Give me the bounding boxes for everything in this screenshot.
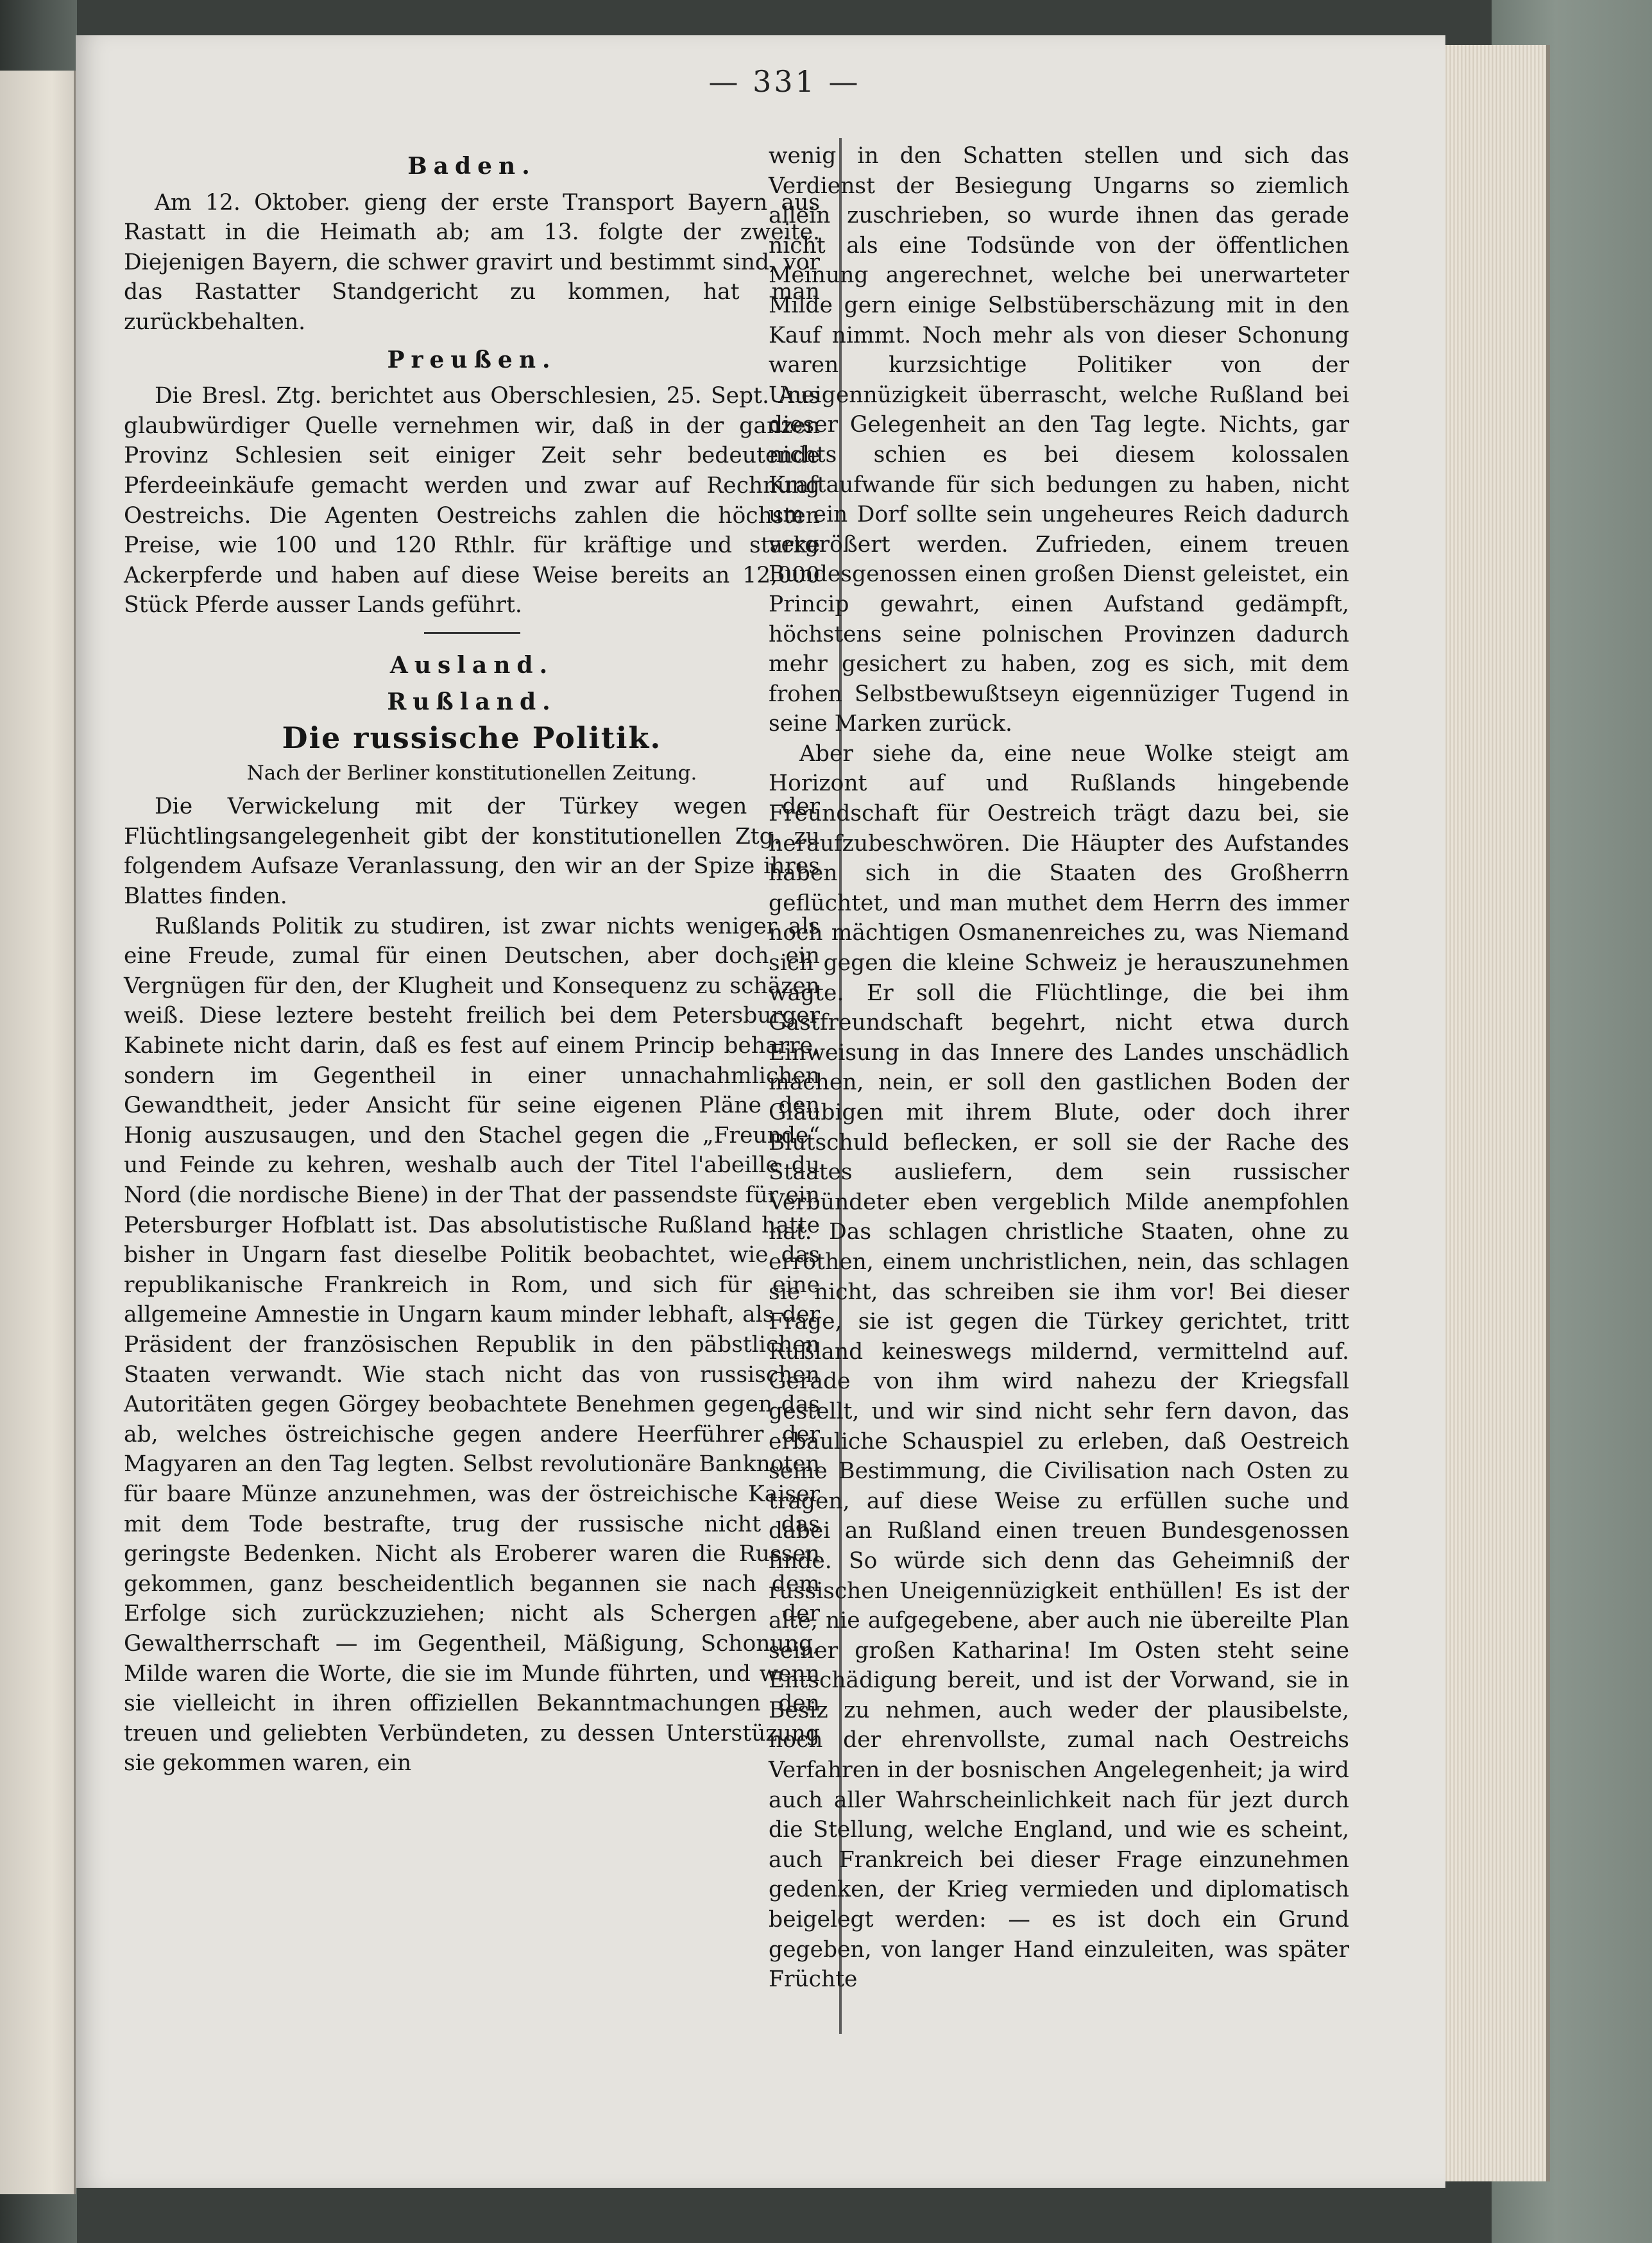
newspaper-page <box>76 35 1445 2188</box>
article-paragraph: wenig in den Schatten stellen und sich das Verdienst der Besiegung Ungarns so ziemlich allein zuschrieben, so wurde ihnen das gerade nicht als eine Todsünde von der öffentlichen Meinung angerechnet, welche bei unerwarteter Milde gern einige Selbstüberschäzung mit in den Kauf nimmt. Noch mehr als von dieser Schonung waren kurzsichtige Politiker von der Uneigennüzigkeit überrascht, welche Rußland bei dieser Gelegenheit an den Tag legte. Nichts, gar nichts schien es bei diesem kolossalen Kraftaufwande für sich bedungen zu haben, nicht um ein Dorf sollte sein ungeheures Reich dadurch vergrößert werden. Zufrieden, einem treuen Bundesgenossen einen großen Dienst geleistet, ein Princip gewahrt, einen Aufstand gedämpft, höchstens seine polnischen Provinzen dadurch mehr gesichert zu haben, zog es sich, mit dem frohen Selbstbewußtseyn eigennüziger Tugend in seine Marken zurück. <box>769 143 1349 737</box>
article-title: Die russische Politik. <box>282 721 662 756</box>
article-source: Nach der Berliner konstitutionellen Zeitung. <box>246 761 697 785</box>
section-heading-ausland: Ausland. <box>389 651 554 679</box>
section-heading-baden: Baden. <box>407 153 536 180</box>
page-stack-edges <box>1443 45 1550 2181</box>
facing-page-edge <box>0 71 76 2194</box>
right-column <box>769 141 1349 1995</box>
baden-text: Am 12. Oktober. gieng der erste Transport Bayern aus Rastatt in die Heimath ab; am 13. folgte der zweite. Diejenigen Bayern, die schwer gravirt und bestimmt sind, vor das Rastatter Standgericht zu kommen, hat man zurückbehalten. <box>124 189 820 335</box>
section-heading-russland: Rußland. <box>387 688 557 715</box>
article-paragraph: Die Verwickelung mit der Türkey wegen der Flüchtlingsangelegenheit gibt der konstitutionellen Ztg. zu folgendem Aufsaze Veranlassung, den wir an der Spize ihres Blattes finden. <box>124 794 820 910</box>
article-paragraph: Aber siehe da, eine neue Wolke steigt am Horizont auf und Rußlands hingebende Freundschaft für Oestreich trägt dazu bei, sie heraufzubeschwören. Die Häupter des Aufstandes haben sich in die Staaten des Großherrn geflüchtet, und man muthet dem Herrn des immer noch mächtigen Osmanenreiches zu, was Niemand sich gegen die kleine Schweiz je herauszunehmen wagte. Er soll die Flüchtlinge, die bei ihm Gastfreundschaft begehrt, nicht etwa durch Einweisung in das Innere des Landes unschädlich machen, nein, er soll den gastlichen Boden der Gläubigen mit ihrem Blute, oder doch ihrer Blutschuld beflecken, er soll sie der Rache des Staates ausliefern, dem sein russischer Verbündeter eben vergeblich Milde anempfohlen hat. Das schlagen christliche Staaten, ohne zu erröthen, einem unchristlichen, nein, das schlagen sie nicht, das schreiben sie ihm vor! Bei dieser Frage, sie ist gegen die Türkey gerichtet, tritt Rußland keineswegs mildernd, vermittelnd auf. Gerade von ihm wird nahezu der Kriegsfall gestellt, und wir sind nicht sehr fern davon, das erbauliche Schauspiel zu erleben, daß Oestreich seine Bestimmung, die Civilisation nach Osten zu tragen, auf diese Weise zu erfüllen suche und dabei an Rußland einen treuen Bundesgenossen finde. So würde sich denn das Geheimniß der russischen Uneigennüzigkeit enthüllen! Es ist der alte, nie aufgegebene, aber auch nie übereilte Plan seiner großen Katharina! Im Osten steht seine Entschädigung bereit, und ist der Vorwand, sie in Besiz zu nehmen, auch weder der plausibelste, noch der ehrenvollste, zumal nach Oestreichs Verfahren in der bosnischen Angelegenheit; ja wird auch aller Wahrscheinlichkeit nach für jezt durch die Stellung, welche England, und wie es scheint, auch Frankreich bei dieser Frage einzunehmen gedenken, der Krieg vermieden und diplomatisch beigelegt werden: — es ist doch ein Grund gegeben, von langer Hand einzuleiten, was später Früchte <box>769 740 1349 1993</box>
preussen-text: Die Bresl. Ztg. berichtet aus Oberschlesien, 25. Sept. Aus glaubwürdiger Quelle vernehmen wir, daß in der ganzen Provinz Schlesien seit einiger Zeit sehr bedeutende Pferdeeinkäufe gemacht werden und zwar auf Rechnung Oestreichs. Die Agenten Oestreichs zahlen die höchsten Preise, wie 100 und 120 Rthlr. für kräftige und starke Ackerpferde und haben auf diese Weise bereits an 12,000 Stück Pferde ausser Lands geführt. <box>124 383 820 618</box>
section-heading-preussen: Preußen. <box>387 346 557 373</box>
article-paragraph: Rußlands Politik zu studiren, ist zwar nichts weniger als eine Freude, zumal für einen Deutschen, aber doch ein Vergnügen für den, der Klugheit und Konsequenz zu schäzen weiß. Diese leztere besteht freilich bei dem Petersburger Kabinete nicht darin, daß es fest auf einem Princip beharre, sondern im Gegentheil in einer unnachahmlichen Gewandtheit, jeder Ansicht für seine eigenen Pläne den Honig auszusaugen, und den Stachel gegen die „Freunde“ und Feinde zu kehren, weshalb auch der Titel l'abeille du Nord (die nordische Biene) in der That der passendste für ein Petersburger Hofblatt ist. Das absolutistische Rußland hatte bisher in Ungarn fast dieselbe Politik beobachtet, wie das republikanische Frankreich in Rom, und sich für eine allgemeine Amnestie in Ungarn kaum minder lebhaft, als der Präsident der französischen Republik in den päbstlichen Staaten verwandt. Wie stach nicht das von russischen Autoritäten gegen Görgey beobachtete Benehmen gegen das ab, welches östreichische gegen andere Heerführer der Magyaren an den Tag legten. Selbst revolutionäre Banknoten für baare Münze anzunehmen, was der östreichische Kaiser mit dem Tode bestrafte, trug der russische nicht das geringste Bedenken. Nicht als Eroberer waren die Russen gekommen, ganz bescheidentlich begannen sie nach dem Erfolge sich zurückzuziehen; nicht als Schergen der Gewaltherrschaft — im Gegentheil, Mäßigung, Schonung, Milde waren die Worte, die sie im Munde führten, und wenn sie vielleicht in ihren offiziellen Bekanntmachungen den treuen und geliebten Verbündeten, zu dessen Unterstüzung sie gekommen waren, ein <box>124 913 820 1777</box>
section-divider <box>424 632 520 634</box>
page-number: — 331 — <box>708 64 861 99</box>
left-column <box>124 148 820 1778</box>
